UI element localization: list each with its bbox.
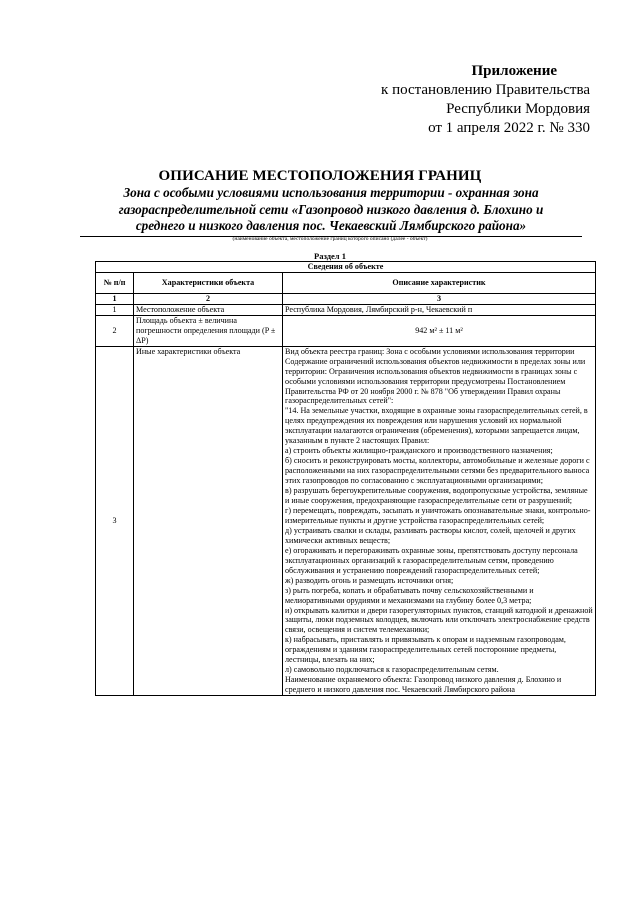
col-number-3: 3 xyxy=(283,293,596,304)
col-number-1: 1 xyxy=(96,293,134,304)
subtitle-line-1: Зона с особыми условиями использования территории - охранная зона xyxy=(123,185,539,200)
row-description: Республика Мордовия, Лямбирский р-н, Чекаевский п xyxy=(283,304,596,315)
subtitle-note: (наименование объекта, местоположение границ которого описано (далее - объект) xyxy=(232,236,428,242)
description-paragraph: г) перемещать, повреждать, засыпать и уничтожать опознавательные знаки, контрольно-измерительные пункты и другие устройства газораспределительных сетей; xyxy=(285,505,591,525)
appendix-block xyxy=(330,62,590,138)
description-paragraph: Вид объекта реестра границ: Зона с особыми условиями использования территории xyxy=(285,346,575,356)
description-paragraph: д) устраивать свалки и склады, разливать растворы кислот, солей, щелочей и других химически активных веществ; xyxy=(285,525,576,545)
table-section-header-row xyxy=(96,262,596,273)
description-paragraph: е) огораживать и перегораживать охранные зоны, препятствовать доступу персонала эксплуатационных организаций к газораспределительным сетям, проведению обслуживания и устранению повреждений газораспределительных сетей; xyxy=(285,545,578,575)
description-paragraph: ж) разводить огонь и размещать источники огня; xyxy=(285,575,454,585)
table-section-header: Сведения об объекте xyxy=(96,262,596,273)
appendix-heading: Приложение xyxy=(471,63,557,79)
col-number-2: 2 xyxy=(134,293,283,304)
description-paragraph: в) разрушать берегоукрепительные сооружения, водопропускные устройства, земляные и иные сооружения, предохраняющие газораспределительные сети от разрушений; xyxy=(285,486,588,506)
description-paragraph: л) самовольно подключаться к газораспределительным сетям. xyxy=(285,665,499,675)
row-characteristic: Иные характеристики объекта xyxy=(134,346,283,695)
table-row xyxy=(96,304,596,315)
description-paragraph: к) набрасывать, приставлять и привязывать к опорам и надземным газопроводам, ограждениям и зданиям газораспределительных сетей посторонние предметы, лестницы, влезать на них; xyxy=(285,635,566,665)
section-title: Раздел 1 xyxy=(314,251,346,261)
appendix-line-1: к постановлению Правительства xyxy=(381,82,590,98)
col-header-num: № п/п xyxy=(96,272,134,293)
table-col-numbers-row xyxy=(96,293,596,304)
row-number: 1 xyxy=(96,304,134,315)
table-row xyxy=(96,315,596,346)
table-header-row xyxy=(96,272,596,293)
document-title: ОПИСАНИЕ МЕСТОПОЛОЖЕНИЯ ГРАНИЦ xyxy=(158,168,482,184)
row-description-other xyxy=(283,346,596,695)
description-paragraph: "14. На земельные участки, входящие в охранные зоны газораспределительных сетей, в целях предупреждения их повреждения или нарушения условий их нормальной эксплуатации налагаются ограничения (обременения), которыми запрещается лицам, указанным в пункте 2 настоящих Правил: xyxy=(285,406,588,446)
subtitle-line-2: газораспределительной сети «Газопровод низкого давления д. Блохино и xyxy=(118,201,544,217)
row-number: 3 xyxy=(96,346,134,695)
row-characteristic: Местоположение объекта xyxy=(134,304,283,315)
appendix-line-2: Республики Мордовия xyxy=(446,101,590,117)
description-paragraph: Содержание ограничений использования объектов недвижимости в пределах зоны или территории: Ограничения использования объектов недвижимости в границах зоны с особыми условиями использования территории предусмотрены Постановлением Правительства РФ от 20 ноября 2000 г. № 878 "Об утверждении Правил охраны газораспределительных сетей": xyxy=(285,356,586,406)
description-paragraph: Наименование охраняемого объекта: Газопровод низкого давления д. Блохино и среднего и низкого давления пос. Чекаевский Лямбирского района xyxy=(285,675,562,695)
description-paragraph: а) строить объекты жилищно-гражданского и производственного назначения; xyxy=(285,446,553,456)
col-header-characteristic: Характеристики объекта xyxy=(134,272,283,293)
table-row xyxy=(96,346,596,695)
description-paragraph: б) сносить и реконструировать мосты, коллекторы, автомобильные и железные дороги с расположенными на них газораспределительными сетями без предварительного выноса этих газопроводов по согласованию с эксплуатационными организациями; xyxy=(285,456,590,486)
appendix-line-3: от 1 апреля 2022 г. № 330 xyxy=(428,120,590,136)
document-subtitle xyxy=(80,185,582,237)
row-description: 942 м² ± 11 м² xyxy=(283,315,596,346)
description-paragraph: з) рыть погреба, копать и обрабатывать почву сельскохозяйственными и мелиоративными орудиями и механизмами на глубину более 0,3 метра; xyxy=(285,585,534,605)
subtitle-line-3: среднего и низкого давления пос. Чекаевский Лямбирского района» xyxy=(135,218,527,233)
col-header-description: Описание характеристик xyxy=(283,272,596,293)
row-characteristic: Площадь объекта ± величина погрешности определения площади (P ± ΔP) xyxy=(134,315,283,346)
object-info-table xyxy=(95,261,596,696)
description-paragraph: и) открывать калитки и двери газорегуляторных пунктов, станций катодной и дренажной защиты, люки подземных колодцев, включать или отключать электроснабжение средств связи, освещения и систем телемеханики; xyxy=(285,605,593,635)
row-number: 2 xyxy=(96,315,134,346)
